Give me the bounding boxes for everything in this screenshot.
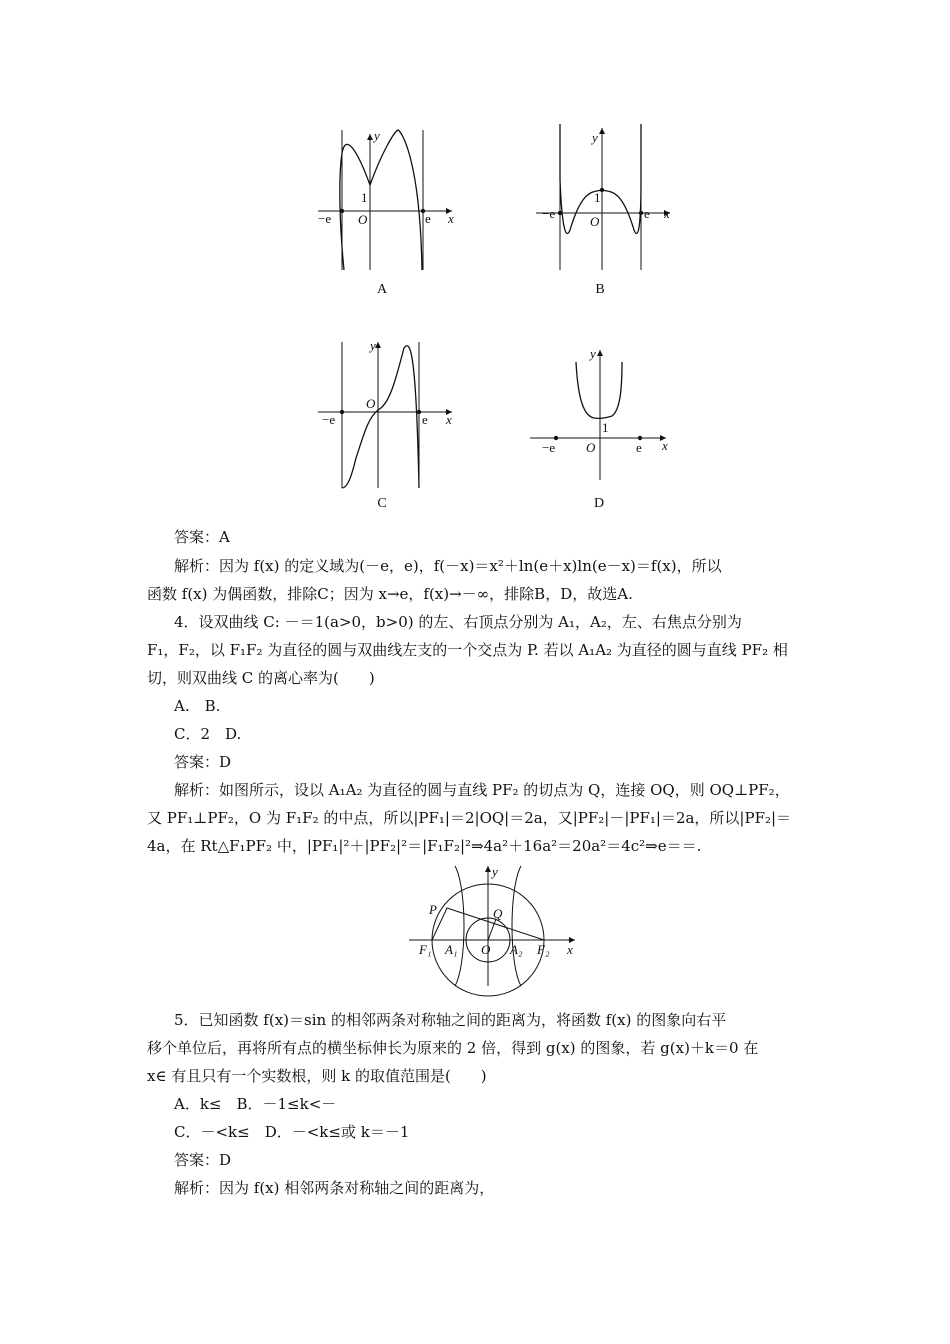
svg-text:y: y bbox=[370, 338, 376, 353]
svg-text:A₁: A₁ bbox=[445, 942, 458, 957]
graph-d-caption: D bbox=[593, 496, 605, 511]
svg-text:−e: −e bbox=[318, 211, 332, 226]
svg-text:F₁: F₁ bbox=[419, 942, 432, 957]
option-5-ab: A．k≤ B．－1≤k<－ bbox=[174, 1095, 337, 1113]
svg-text:−e: −e bbox=[322, 412, 336, 427]
svg-text:e: e bbox=[422, 412, 428, 427]
question-4-line-1: 4．设双曲线 C: －＝1(a>0，b>0) 的左、右顶点分别为 A₁，A₂，左、右焦点分别为 bbox=[174, 613, 742, 631]
graph-a-plot bbox=[312, 120, 462, 280]
svg-text:O: O bbox=[586, 440, 596, 455]
solution-3-line-2: 函数 f(x) 为偶函数，排除C；因为 x→e，f(x)→－∞，排除B，D，故选A. bbox=[147, 585, 633, 603]
svg-text:y: y bbox=[374, 128, 380, 143]
question-5-line-2: 移个单位后，再将所有点的横坐标伸长为原来的 2 倍，得到 g(x) 的图象，若 g(x)＋k＝0 在 bbox=[147, 1039, 759, 1057]
question-5-line-3: x∈ 有且只有一个实数根，则 k 的取值范围是( ) bbox=[147, 1067, 487, 1085]
svg-text:−e: −e bbox=[542, 206, 556, 221]
svg-text:x: x bbox=[664, 206, 670, 221]
answer-5: 答案：D bbox=[174, 1151, 232, 1169]
svg-text:1: 1 bbox=[361, 190, 368, 205]
solution-4-line-1: 解析：如图所示，设以 A₁A₂ 为直径的圆与直线 PF₂ 的切点为 Q，连接 OQ，则 OQ⊥PF₂， bbox=[174, 781, 790, 799]
svg-text:Q: Q bbox=[493, 906, 503, 921]
graph-d bbox=[528, 340, 678, 500]
svg-text:O: O bbox=[481, 942, 491, 957]
solution-4-line-3: 4a，在 Rt△F₁PF₂ 中，|PF₁|²＋|PF₂|²＝|F₁F₂|²⇒4a²＋16a²＝20a²＝4c²⇒e＝＝. bbox=[147, 837, 702, 855]
question-4-line-2: F₁，F₂，以 F₁F₂ 为直径的圆与双曲线左支的一个交点为 P. 若以 A₁A₂ 为直径的圆与直线 PF₂ 相 bbox=[147, 641, 788, 659]
svg-text:1: 1 bbox=[594, 190, 601, 205]
svg-text:e: e bbox=[425, 211, 431, 226]
svg-text:x: x bbox=[448, 211, 454, 226]
question-5-line-1: 5．已知函数 f(x)＝sin 的相邻两条对称轴之间的距离为，将函数 f(x) 的图象向右平 bbox=[174, 1011, 727, 1029]
answer-4: 答案：D bbox=[174, 753, 232, 771]
graph-b-plot bbox=[530, 120, 680, 280]
svg-text:−e: −e bbox=[542, 440, 556, 455]
solution-5-line-1: 解析：因为 f(x) 相邻两条对称轴之间的距离为， bbox=[174, 1179, 495, 1197]
svg-text:x: x bbox=[567, 942, 573, 957]
svg-text:e: e bbox=[644, 206, 650, 221]
graph-c bbox=[312, 338, 462, 498]
question-4-line-3: 切，则双曲线 C 的离心率为( ) bbox=[147, 669, 375, 687]
svg-text:y: y bbox=[492, 864, 498, 879]
graph-c-plot bbox=[312, 338, 462, 498]
svg-text:F₂: F₂ bbox=[537, 942, 550, 957]
graph-d-plot bbox=[528, 340, 678, 500]
svg-text:O: O bbox=[366, 396, 376, 411]
option-4-cd: C．2 D. bbox=[174, 725, 242, 743]
option-4-ab: A. B. bbox=[174, 697, 221, 715]
graph-c-caption: C bbox=[377, 496, 387, 511]
graph-a-caption: A bbox=[376, 282, 388, 297]
svg-text:O: O bbox=[590, 214, 600, 229]
svg-text:O: O bbox=[358, 212, 368, 227]
solution-4-line-2: 又 PF₁⊥PF₂，O 为 F₁F₂ 的中点，所以|PF₁|＝2|OQ|＝2a，又|PF₂|－|PF₁|＝2a，所以|PF₂|＝ bbox=[147, 809, 792, 827]
svg-text:x: x bbox=[662, 438, 668, 453]
graph-b-caption: B bbox=[595, 282, 605, 297]
hyperbola-plot bbox=[405, 862, 585, 992]
svg-text:e: e bbox=[636, 440, 642, 455]
solution-3-line-1: 解析：因为 f(x) 的定义域为(－e，e)，f(－x)＝x²＋ln(e＋x)ln(e－x)＝f(x)，所以 bbox=[174, 557, 722, 575]
graph-b bbox=[530, 120, 680, 280]
svg-text:P: P bbox=[429, 902, 437, 917]
svg-text:A₂: A₂ bbox=[510, 942, 523, 957]
graph-a bbox=[312, 120, 462, 280]
svg-text:1: 1 bbox=[602, 420, 609, 435]
hyperbola-figure bbox=[405, 862, 585, 992]
svg-text:y: y bbox=[590, 346, 596, 361]
option-5-cd: C．－<k≤ D．－<k≤或 k＝－1 bbox=[174, 1123, 410, 1141]
svg-text:x: x bbox=[446, 412, 452, 427]
answer-3: 答案：A bbox=[174, 528, 230, 546]
svg-text:y: y bbox=[592, 130, 598, 145]
